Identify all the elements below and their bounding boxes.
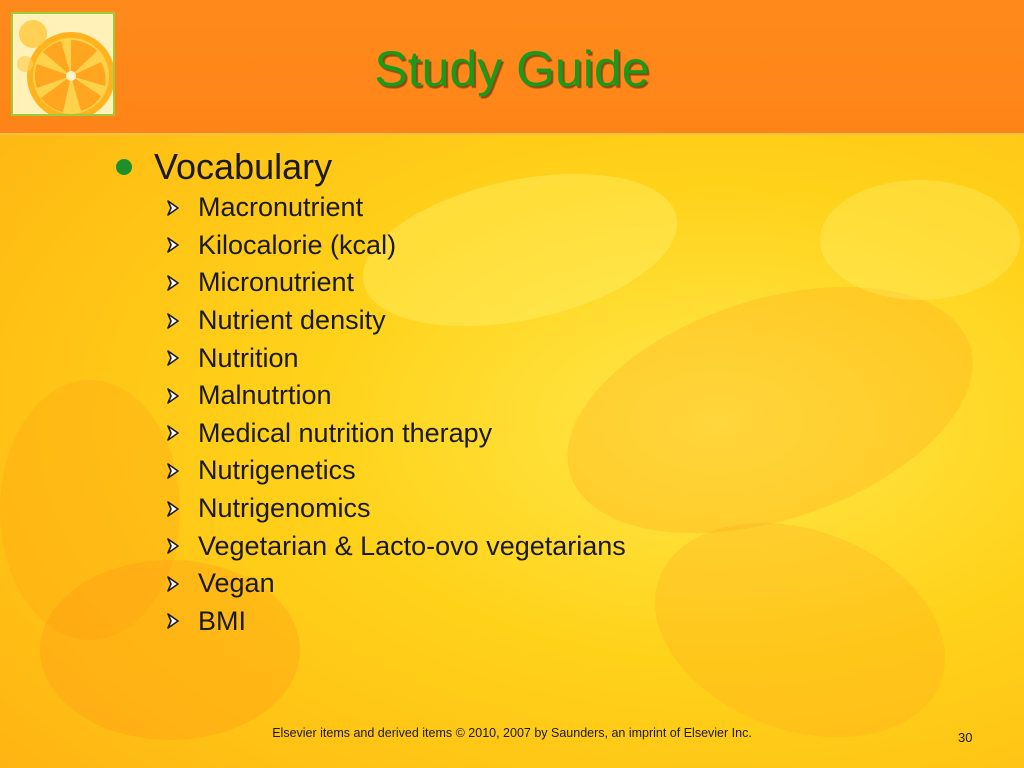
list-item [166, 415, 970, 453]
arrow-bullet-icon [166, 350, 180, 366]
vocabulary-term: Micronutrient [198, 267, 355, 298]
list-item [166, 339, 970, 377]
list-item [166, 227, 970, 265]
arrow-bullet-icon [166, 313, 180, 329]
vocabulary-term: BMI [198, 605, 247, 636]
arrow-bullet-icon [166, 275, 180, 291]
vocabulary-term: Nutrient density [198, 305, 386, 336]
vocabulary-term: Vegan [198, 568, 275, 599]
vocabulary-term: Nutrigenetics [198, 455, 356, 486]
vocabulary-term: Vegetarian & Lacto-ovo vegetarians [198, 530, 626, 561]
list-item [166, 452, 970, 490]
slide-title: Study Guide [374, 41, 650, 97]
list-item [166, 490, 970, 528]
list-item [166, 189, 970, 227]
bullet-dot-icon [116, 159, 132, 175]
arrow-bullet-icon [166, 501, 180, 517]
vocabulary-term: Malnutrtion [198, 380, 332, 411]
vocabulary-term: Macronutrient [198, 192, 364, 223]
list-item [166, 302, 970, 340]
vocabulary-heading: Vocabulary [154, 146, 333, 187]
arrow-bullet-icon [166, 237, 180, 253]
page-number: 30 [958, 730, 973, 745]
vocabulary-term: Kilocalorie (kcal) [198, 229, 397, 260]
list-item [166, 527, 970, 565]
vocabulary-heading-row [110, 145, 970, 189]
list-item [166, 264, 970, 302]
vocabulary-term: Nutrition [198, 342, 299, 373]
list-item [166, 603, 970, 641]
arrow-bullet-icon [166, 200, 180, 216]
vocabulary-list [110, 189, 970, 640]
slide-content [110, 145, 970, 640]
vocabulary-term: Medical nutrition therapy [198, 417, 493, 448]
arrow-bullet-icon [166, 463, 180, 479]
arrow-bullet-icon [166, 613, 180, 629]
copyright-footer: Elsevier items and derived items © 2010, 2007 by Saunders, an imprint of Elsevier Inc. [272, 726, 752, 740]
vocabulary-term: Nutrigenomics [198, 493, 371, 524]
arrow-bullet-icon [166, 576, 180, 592]
arrow-bullet-icon [166, 425, 180, 441]
arrow-bullet-icon [166, 388, 180, 404]
list-item [166, 377, 970, 415]
header-divider [0, 133, 1024, 135]
list-item [166, 565, 970, 603]
arrow-bullet-icon [166, 538, 180, 554]
